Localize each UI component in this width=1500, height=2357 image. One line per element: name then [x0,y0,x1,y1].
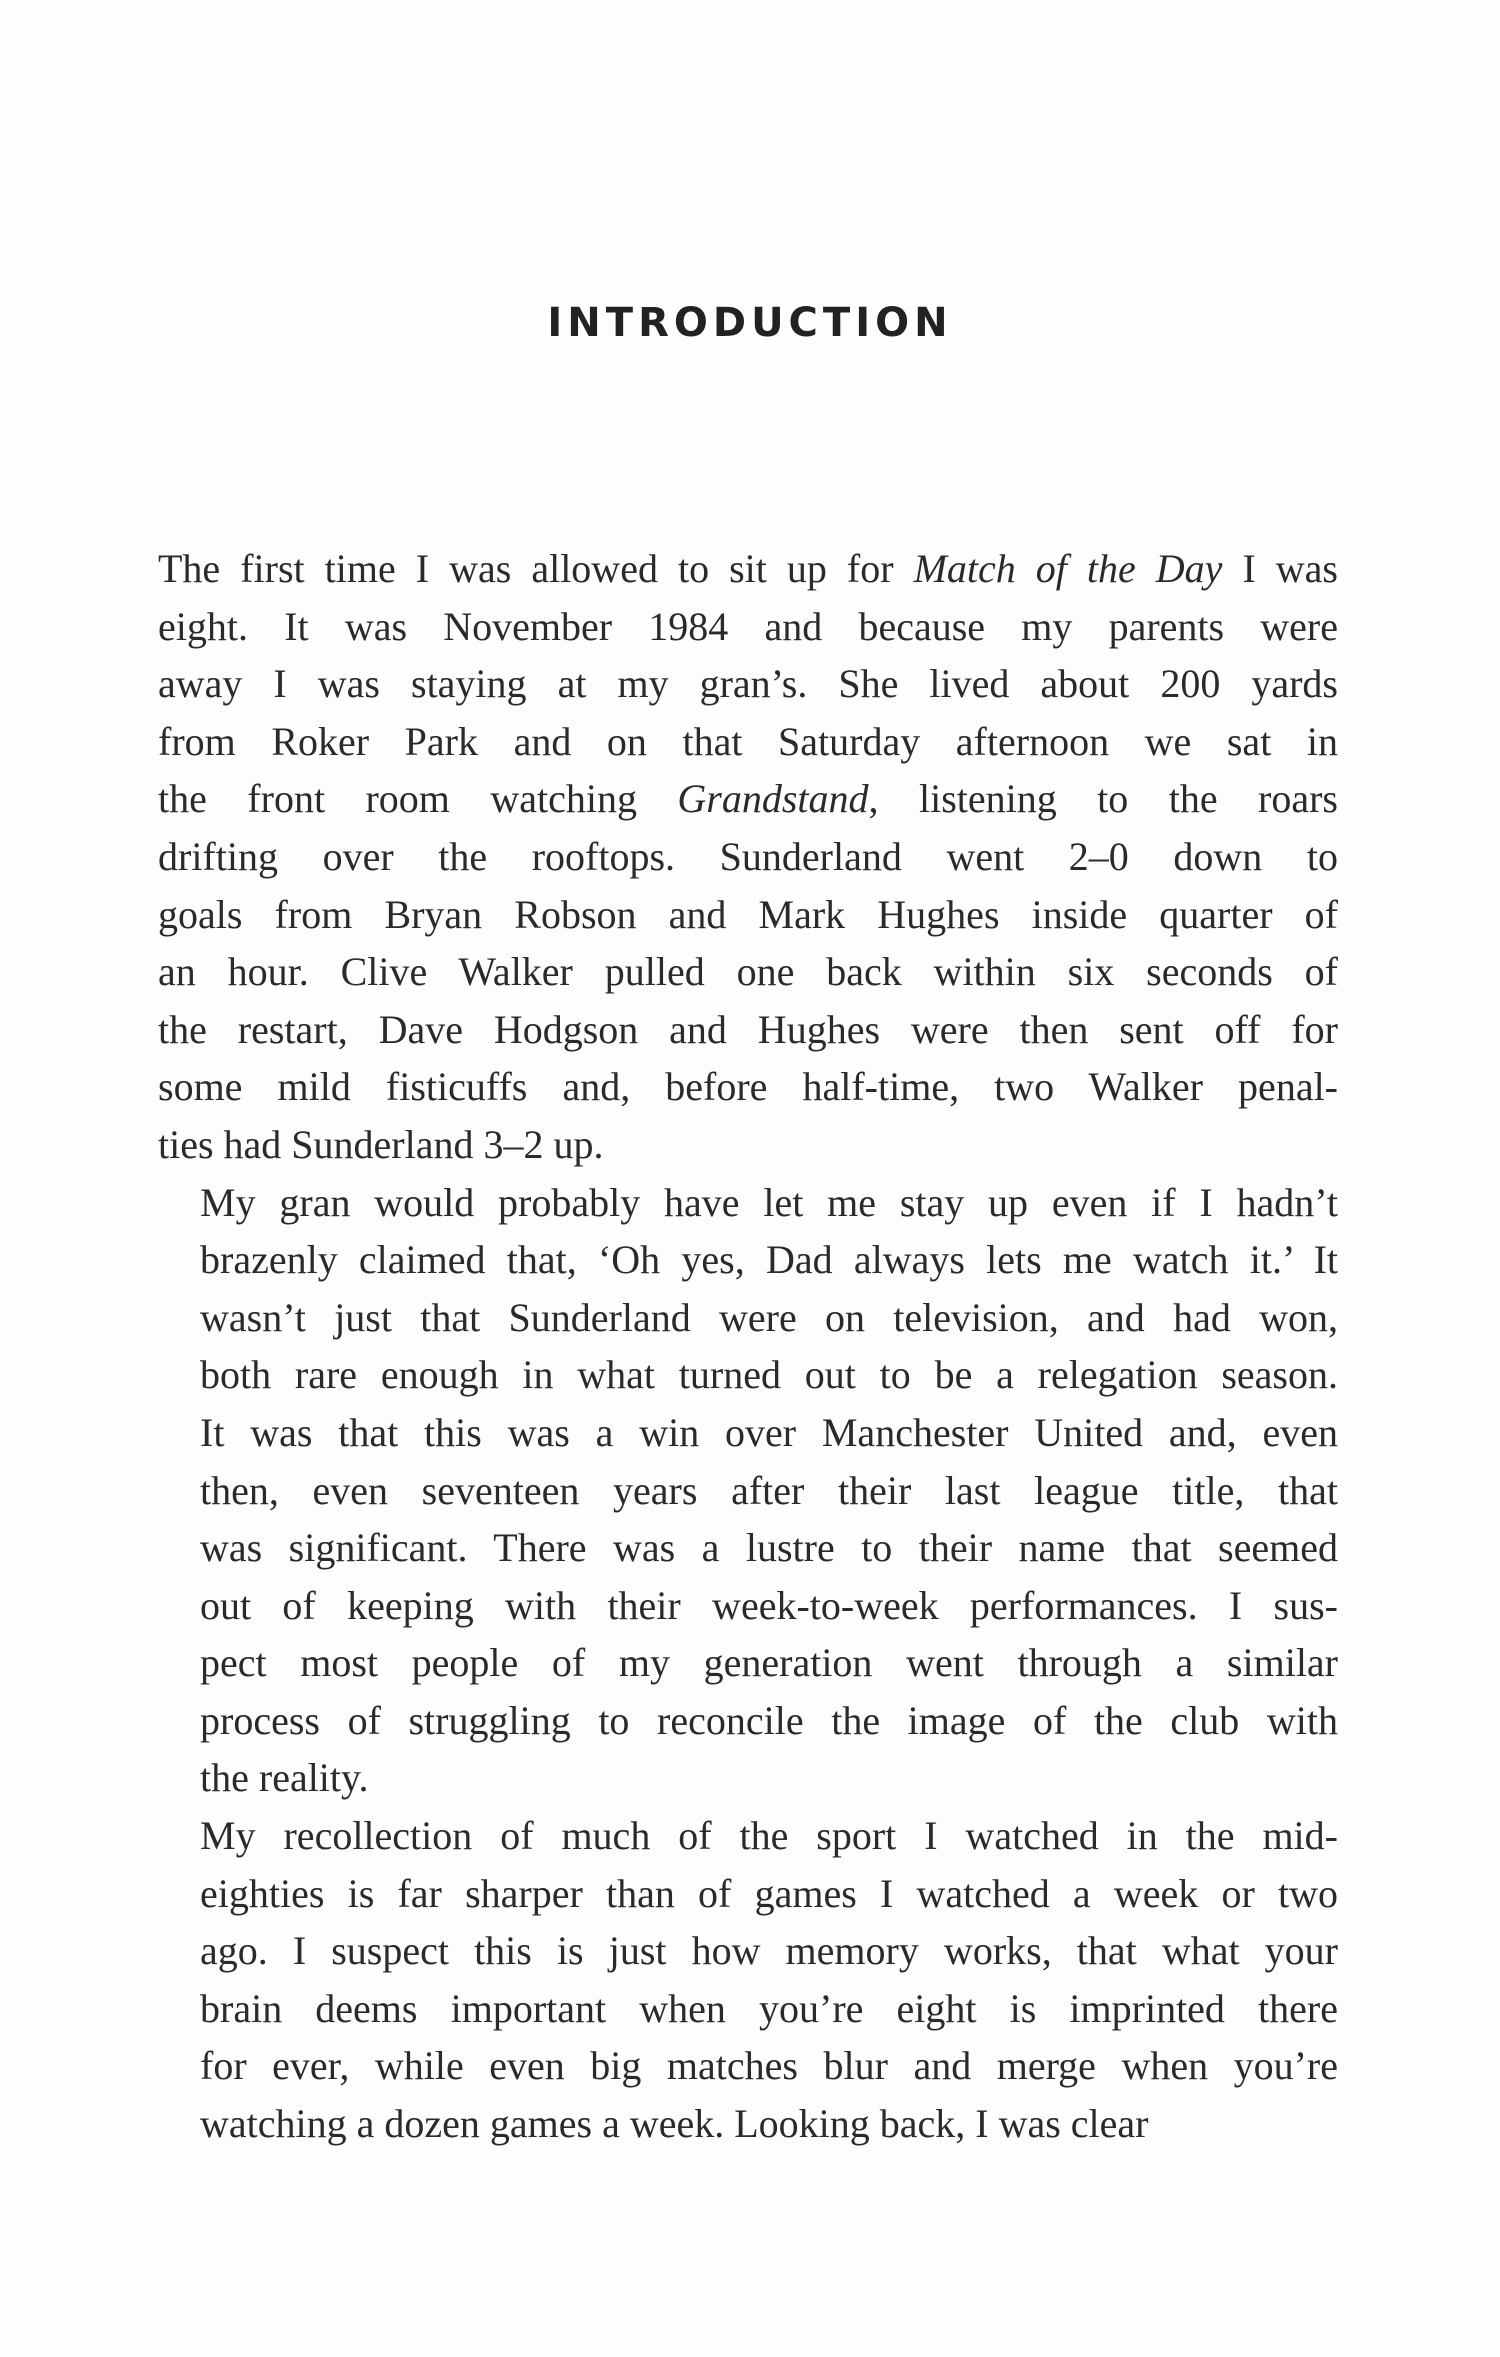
text-line: then, even seventeen years after their last league title, that [200,1467,1338,1513]
text-line: both rare enough in what turned out to be a relegation season. [200,1352,1338,1398]
text-line: some mild fisticuffs and, before half-time, two Walker penal- [158,1064,1338,1110]
text-line: out of keeping with their week-to-week performances. I sus- [200,1582,1338,1628]
text-line: brazenly claimed that, ‘Oh yes, Dad always lets me watch it.’ It [200,1237,1338,1283]
text-line: The first time I was allowed to sit up for Match of the Day I was [158,546,1338,591]
text-line: from Roker Park and on that Saturday afternoon we sat in [158,718,1338,764]
italic-title: Grandstand [677,776,869,822]
text-line: My recollection of much of the sport I watched in the mid- [200,1813,1338,1859]
body-text [158,540,1338,2153]
text-line: the front room watching Grandstand, listening to the roars [158,776,1338,822]
paragraph [158,1807,1338,2153]
text-line: an hour. Clive Walker pulled one back within six seconds of [158,949,1338,995]
text-line: eighties is far sharper than of games I watched a week or two [200,1870,1338,1916]
text-line: watching a dozen games a week. Looking back, I was clear [200,2101,1149,2147]
text-line: It was that this was a win over Manchester United and, even [200,1409,1338,1455]
text-line: was significant. There was a lustre to their name that seemed [200,1525,1338,1571]
paragraph [158,1174,1338,1808]
chapter-heading: INTRODUCTION [547,300,953,346]
text-line: for ever, while even big matches blur and merge when you’re [200,2043,1338,2089]
text-line: drifting over the rooftops. Sunderland went 2–0 down to [158,833,1338,879]
text-line: pect most people of my generation went through a similar [200,1640,1338,1686]
text-line: brain deems important when you’re eight is imprinted there [200,1985,1338,2031]
italic-title: Match of the Day [913,546,1223,591]
text-line: eight. It was November 1984 and because my parents were [158,603,1338,649]
paragraph [158,540,1338,1174]
text-line: ties had Sunderland 3–2 up. [158,1121,604,1167]
text-line: away I was staying at my gran’s. She lived about 200 yards [158,661,1338,707]
text-line: My gran would probably have let me stay up even if I hadn’t [200,1179,1338,1225]
text-line: goals from Bryan Robson and Mark Hughes inside quarter of [158,891,1338,937]
text-line: wasn’t just that Sunderland were on television, and had won, [200,1294,1338,1340]
text-line: the reality. [200,1755,369,1801]
text-line: process of struggling to reconcile the image of the club with [200,1697,1338,1743]
text-line: ago. I suspect this is just how memory works, that what your [200,1928,1338,1974]
text-line: the restart, Dave Hodgson and Hughes were then sent off for [158,1006,1338,1052]
